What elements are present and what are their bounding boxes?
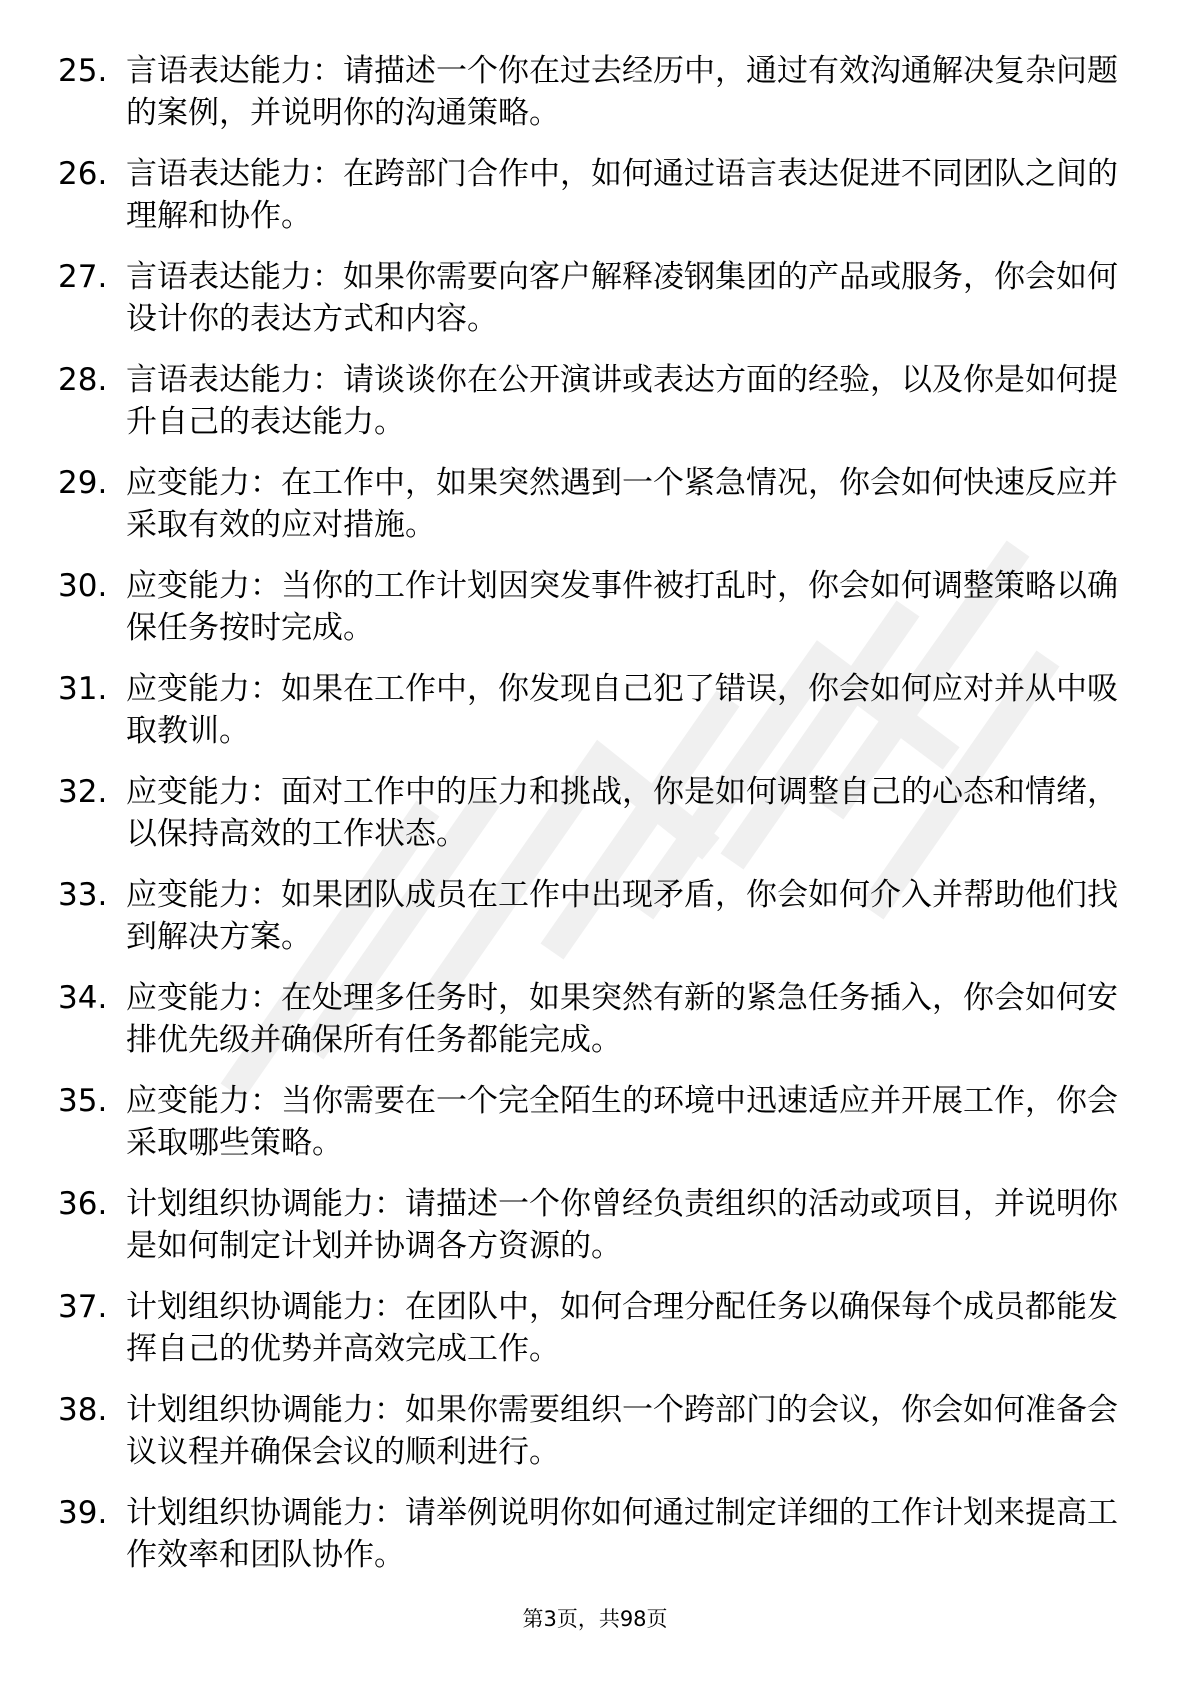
question-number: 32. bbox=[58, 774, 108, 810]
question-text: 应变能力：如果团队成员在工作中出现矛盾，你会如何介入并帮助他们找到解决方案。 bbox=[126, 877, 1118, 955]
question-item bbox=[58, 1492, 1118, 1576]
page-footer: 第3页，共98页 bbox=[522, 1607, 668, 1631]
question-item bbox=[58, 1080, 1118, 1164]
question-item bbox=[58, 771, 1118, 855]
question-number: 28. bbox=[58, 362, 108, 398]
question-number: 26. bbox=[58, 156, 108, 192]
question-item bbox=[58, 153, 1118, 237]
question-item bbox=[58, 565, 1118, 649]
question-number: 33. bbox=[58, 877, 108, 913]
question-text: 应变能力：当你的工作计划因突发事件被打乱时，你会如何调整策略以确保任务按时完成。 bbox=[126, 568, 1118, 646]
question-text: 计划组织协调能力：如果你需要组织一个跨部门的会议，你会如何准备会议议程并确保会议的顺利进行。 bbox=[126, 1392, 1118, 1470]
question-item bbox=[58, 668, 1118, 752]
question-item bbox=[58, 1183, 1118, 1267]
question-text: 言语表达能力：在跨部门合作中，如何通过语言表达促进不同团队之间的理解和协作。 bbox=[126, 156, 1118, 234]
question-text: 应变能力：如果在工作中，你发现自己犯了错误，你会如何应对并从中吸取教训。 bbox=[126, 671, 1118, 749]
question-item bbox=[58, 50, 1118, 134]
question-number: 25. bbox=[58, 53, 108, 89]
question-number: 35. bbox=[58, 1083, 108, 1119]
question-item bbox=[58, 256, 1118, 340]
question-text: 计划组织协调能力：在团队中，如何合理分配任务以确保每个成员都能发挥自己的优势并高效完成工作。 bbox=[126, 1289, 1118, 1367]
question-text: 言语表达能力：请描述一个你在过去经历中，通过有效沟通解决复杂问题的案例，并说明你的沟通策略。 bbox=[126, 53, 1118, 131]
question-text: 言语表达能力：请谈谈你在公开演讲或表达方面的经验，以及你是如何提升自己的表达能力。 bbox=[126, 362, 1118, 440]
question-number: 38. bbox=[58, 1392, 108, 1428]
question-item bbox=[58, 874, 1118, 958]
question-text: 应变能力：面对工作中的压力和挑战，你是如何调整自己的心态和情绪，以保持高效的工作状态。 bbox=[126, 774, 1118, 852]
question-number: 37. bbox=[58, 1289, 108, 1325]
question-number: 29. bbox=[58, 465, 108, 501]
question-item bbox=[58, 359, 1118, 443]
question-text: 应变能力：在处理多任务时，如果突然有新的紧急任务插入，你会如何安排优先级并确保所有任务都能完成。 bbox=[126, 980, 1118, 1058]
question-number: 27. bbox=[58, 259, 108, 295]
question-number: 30. bbox=[58, 568, 108, 604]
question-item bbox=[58, 977, 1118, 1061]
question-list bbox=[58, 50, 1118, 1595]
question-text: 应变能力：当你需要在一个完全陌生的环境中迅速适应并开展工作，你会采取哪些策略。 bbox=[126, 1083, 1118, 1161]
question-text: 应变能力：在工作中，如果突然遇到一个紧急情况，你会如何快速反应并采取有效的应对措施。 bbox=[126, 465, 1118, 543]
question-number: 39. bbox=[58, 1495, 108, 1531]
question-text: 计划组织协调能力：请举例说明你如何通过制定详细的工作计划来提高工作效率和团队协作。 bbox=[126, 1495, 1118, 1573]
question-number: 31. bbox=[58, 671, 108, 707]
question-text: 计划组织协调能力：请描述一个你曾经负责组织的活动或项目，并说明你是如何制定计划并协调各方资源的。 bbox=[126, 1186, 1118, 1264]
question-number: 36. bbox=[58, 1186, 108, 1222]
question-item bbox=[58, 1389, 1118, 1473]
question-text: 言语表达能力：如果你需要向客户解释凌钢集团的产品或服务，你会如何设计你的表达方式和内容。 bbox=[126, 259, 1118, 337]
question-number: 34. bbox=[58, 980, 108, 1016]
question-item bbox=[58, 1286, 1118, 1370]
question-item bbox=[58, 462, 1118, 546]
